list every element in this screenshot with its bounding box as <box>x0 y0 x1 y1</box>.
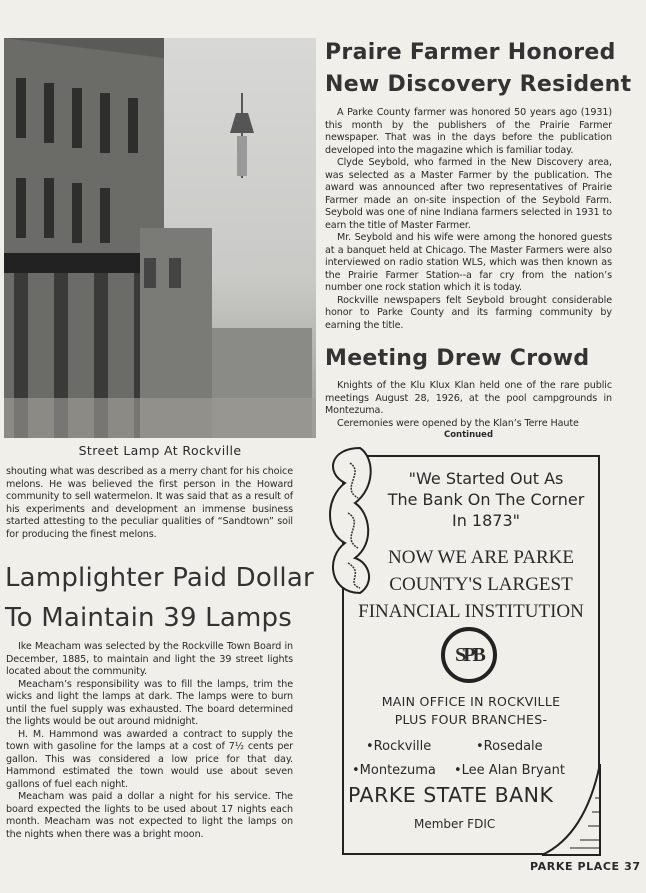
paragraph: H. M. Hammond was awarded a contract to supply the town with gasoline for the lamps at a cost of 7½ cents per gallon. This was considered a low price for that day. Hammond estimated the town would use about seven gallons of fuel each night. <box>6 728 293 790</box>
branch-rockville: •Rockville <box>366 739 432 754</box>
prairie-headline-1: Praire Farmer Honored <box>325 40 616 65</box>
paragraph: Ceremonies were opened by the Klan’s Terre Haute <box>337 417 579 429</box>
photo-caption: Street Lamp At Rockville <box>78 443 242 458</box>
ad-claim-line-3: FINANCIAL INSTITUTION <box>358 601 584 622</box>
paragraph: A Parke County farmer was honored 50 years ago (1931) this month by the publishers of the Prairie Farmer newspaper. That was in the days before the publication developed into the magazine which is familiar today. <box>325 107 612 156</box>
ad-claim-line-2: COUNTY'S LARGEST <box>389 574 573 595</box>
parke-state-bank-ad <box>342 455 600 855</box>
ad-branches-count: PLUS FOUR BRANCHES- <box>394 712 548 727</box>
ad-bank-name: PARKE STATE BANK <box>348 783 554 807</box>
page-footer <box>530 860 641 873</box>
street-lamp-photo <box>4 38 316 438</box>
paragraph: Mr. Seybold and his wife were among the honored guests at a banquet held at Chicago. The Master Farmers were also interviewed on radio station WLS, which was then known as the Prairie Farmer Station--a far cry from the nation’s number one rock station which it is today. <box>325 232 612 293</box>
spb-logo: SPB <box>441 627 497 683</box>
paragraph: Knights of the Klu Klux Klan held one of the rare public meetings August 28, 1926, at the pool campgrounds in Montezuma. <box>325 380 612 416</box>
meeting-body <box>325 380 612 430</box>
prairie-headline-2: New Discovery Resident <box>325 72 632 97</box>
branch-montezuma: •Montezuma <box>352 763 436 778</box>
ad-quote-line-2: The Bank On The Corner <box>387 490 585 509</box>
paragraph: Meacham’s responsibility was to fill the lamps, trim the wicks and light the lamps at dark. The lamps were to burn until the fuel supply was exhausted. The board determined the lights would be out around midnight. <box>6 678 293 727</box>
ad-claim-line-1: NOW WE ARE PARKE <box>388 547 574 568</box>
continued-label: Continued <box>443 430 494 440</box>
ad-main-office: MAIN OFFICE IN ROCKVILLE <box>381 694 561 709</box>
paragraph: Rockville newspapers felt Seybold brought considerable honor to Parke County and its farming community by earning the title. <box>325 294 612 331</box>
corner-triangle-ornament-icon <box>540 762 602 857</box>
meeting-headline: Meeting Drew Crowd <box>325 346 590 371</box>
ad-member-fdic: Member FDIC <box>414 817 496 831</box>
lamplighter-headline-2: To Maintain 39 Lamps <box>5 603 292 633</box>
paragraph: Ike Meacham was selected by the Rockville Town Board in December, 1885, to maintain and light the 39 street lights located about the community. <box>6 641 293 677</box>
branch-rosedale: •Rosedale <box>476 739 543 754</box>
ad-quote-line-3: In 1873" <box>451 511 521 530</box>
paragraph: Clyde Seybold, who farmed in the New Discovery area, was selected as a Master Farmer by the publication. The award was announced after two representatives of Prairie Farmer made an on-site inspection of the Seybold Farm. Seybold was one of nine Indiana farmers selected in 1931 to earn the title of Master Farmer. <box>325 157 612 231</box>
left-intro-text <box>6 466 293 541</box>
prairie-body <box>325 107 612 332</box>
paragraph: Meacham was paid a dollar a night for his service. The board expected the lights to be used about 17 nights each month. Meacham was not expected to light the lamps on the nights when there was a bright moon. <box>6 791 293 840</box>
lamplighter-body <box>6 641 293 841</box>
photo-illustration <box>4 38 316 438</box>
lamplighter-headline-1: Lamplighter Paid Dollar <box>5 563 314 593</box>
branch-lee-alan-bryant: •Lee Alan Bryant <box>454 763 565 778</box>
page-number: 37 <box>624 860 641 873</box>
ad-quote-line-1: "We Started Out As <box>408 469 564 488</box>
publication-name: PARKE PLACE <box>530 860 620 873</box>
intro-paragraph: shouting what was described as a merry chant for his choice melons. He was believed the first person in the Howard community to sell watermelon. It was said that as a result of his experiments and development an immense business started attesting to the peculiar qualities of “Sandtown” soil for producing the finest melons. <box>6 466 293 540</box>
